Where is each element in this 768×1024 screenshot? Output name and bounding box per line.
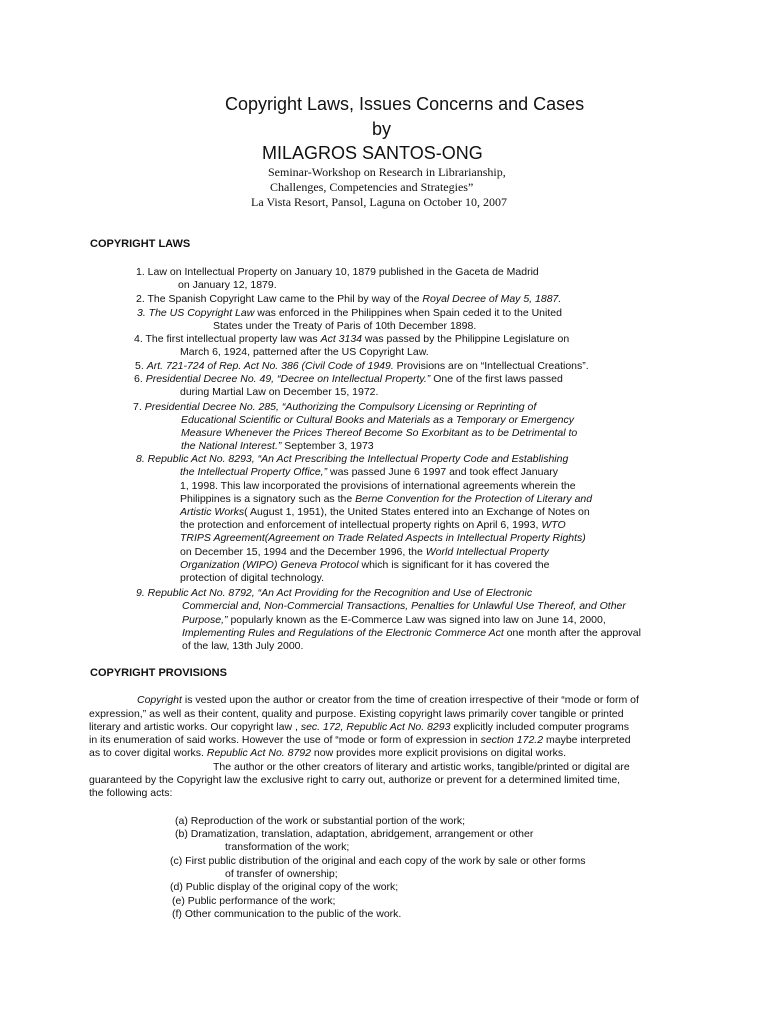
act-item-b-cont: transformation of the work; bbox=[225, 841, 350, 853]
law-item-8-cont-6: TRIPS Agreement(Agreement on Trade Related Aspects in Intellectual Property Rights) bbox=[180, 532, 586, 544]
seminar-line-2: Challenges, Competencies and Strategies” bbox=[270, 180, 474, 194]
law-item-8-cont-4: Artistic Works( August 1, 1951), the United States entered into an Exchange of Notes on bbox=[180, 506, 590, 518]
act-item-a: (a) Reproduction of the work or substantial portion of the work; bbox=[175, 815, 466, 827]
law-item-8: 8. Republic Act No. 8293, “An Act Prescribing the Intellectual Property Code and Establishing bbox=[136, 453, 569, 465]
provisions-para-2-line-2: guaranteed by the Copyright law the exclusive right to carry out, authorize or prevent for a determined limited time, bbox=[89, 774, 621, 786]
seminar-line: Seminar-Workshop on Research in Librarianship, bbox=[268, 165, 506, 179]
law-item-8-cont-8: Organization (WIPO) Geneva Protocol which is significant for it has covered the bbox=[180, 559, 550, 571]
provisions-para-1-line-3: literary and artistic works. Our copyright law , sec. 172, Republic Act No. 8293 explicitly included computer programs bbox=[89, 721, 630, 733]
provisions-para-1-line-4: in its enumeration of said works. However the use of “mode or form of expression in section 172.2 maybe interpreted bbox=[89, 734, 631, 746]
section-heading-provisions: COPYRIGHT PROVISIONS bbox=[90, 667, 227, 679]
law-item-2: 2. The Spanish Copyright Law came to the Phil by way of the Royal Decree of May 5, 1887. bbox=[136, 293, 562, 305]
law-item-7-cont-2: Measure Whenever the Prices Thereof Become So Exorbitant as to be Detrimental to bbox=[181, 427, 578, 439]
provisions-para-2-line-1: The author or the other creators of literary and artistic works, tangible/printed or digital are bbox=[213, 761, 630, 773]
provisions-para-1-line-5: as to cover digital works. Republic Act No. 8792 now provides more explicit provisions on digital works. bbox=[89, 747, 567, 759]
law-item-8-cont-3: Philippines is a signatory such as the Berne Convention for the Protection of Literary and bbox=[180, 493, 593, 505]
law-item-8-cont-7: on December 15, 1994 and the December 1996, the World Intellectual Property bbox=[180, 546, 549, 558]
law-item-6-cont: during Martial Law on December 15, 1972. bbox=[180, 386, 379, 398]
law-item-8-cont-5: the protection and enforcement of intellectual property rights on April 6, 1993, WTO bbox=[180, 519, 566, 531]
act-item-e: (e) Public performance of the work; bbox=[172, 895, 336, 907]
author-name: MILAGROS SANTOS-ONG bbox=[262, 143, 483, 163]
law-item-8-cont-9: protection of digital technology. bbox=[180, 572, 324, 584]
law-item-3: 3. The US Copyright Law was enforced in the Philippines when Spain ceded it to the United bbox=[137, 307, 562, 319]
law-item-4-cont: March 6, 1924, patterned after the US Copyright Law. bbox=[180, 346, 429, 358]
provisions-para-2-line-3: the following acts: bbox=[89, 787, 173, 799]
law-item-9-cont-4: of the law, 13th July 2000. bbox=[182, 640, 304, 652]
law-item-9-cont-2: Purpose,” popularly known as the E-Commerce Law was signed into law on June 14, 2000, bbox=[182, 614, 606, 626]
law-item-4: 4. The first intellectual property law was Act 3134 was passed by the Philippine Legislature on bbox=[134, 333, 570, 345]
law-item-1: 1. Law on Intellectual Property on January 10, 1879 published in the Gaceta de Madrid bbox=[136, 266, 539, 278]
law-item-1-cont: on January 12, 1879. bbox=[178, 279, 277, 291]
act-item-c: (c) First public distribution of the original and each copy of the work by sale or other forms bbox=[170, 855, 586, 867]
venue-line: La Vista Resort, Pansol, Laguna on October 10, 2007 bbox=[251, 195, 508, 209]
law-item-9: 9. Republic Act No. 8792, “An Act Providing for the Recognition and Use of Electronic bbox=[136, 587, 533, 599]
document-title: Copyright Laws, Issues Concerns and Cases bbox=[225, 94, 585, 114]
act-item-b: (b) Dramatization, translation, adaptation, abridgement, arrangement or other bbox=[175, 828, 534, 840]
law-item-8-cont-2: 1, 1998. This law incorporated the provisions of international agreements wherein the bbox=[180, 480, 576, 492]
act-item-f: (f) Other communication to the public of the work. bbox=[172, 908, 402, 920]
law-item-7-cont-3: the National Interest.” September 3, 1973 bbox=[181, 440, 374, 452]
law-item-6: 6. Presidential Decree No. 49, “Decree on Intellectual Property.” One of the first laws passed bbox=[134, 373, 563, 385]
law-item-9-cont-1: Commercial and, Non-Commercial Transactions, Penalties for Unlawful Use Thereof, and Other bbox=[182, 600, 626, 612]
provisions-para-1-line-2: expression,” as well as their content, quality and purpose. Existing copyright laws primarily cover tangible or printed bbox=[89, 708, 624, 720]
law-item-3-cont: States under the Treaty of Paris of 10th December 1898. bbox=[213, 320, 477, 332]
title-by: by bbox=[372, 119, 392, 139]
section-heading-laws: COPYRIGHT LAWS bbox=[90, 238, 191, 250]
act-item-c-cont: of transfer of ownership; bbox=[225, 868, 338, 880]
law-item-7-cont-1: Educational Scientific or Cultural Books and Materials as a Temporary or Emergency bbox=[181, 414, 574, 426]
law-item-5: 5. Art. 721-724 of Rep. Act No. 386 (Civil Code of 1949. Provisions are on “Intellectual Creations”. bbox=[135, 360, 589, 372]
law-item-9-cont-3: Implementing Rules and Regulations of the Electronic Commerce Act one month after the approval bbox=[182, 627, 641, 639]
act-item-d: (d) Public display of the original copy of the work; bbox=[170, 881, 399, 893]
law-item-8-cont-1: the Intellectual Property Office,” was passed June 6 1997 and took effect January bbox=[180, 466, 559, 478]
law-item-7: 7. Presidential Decree No. 285, “Authorizing the Compulsory Licensing or Reprinting of bbox=[133, 401, 537, 413]
provisions-para-1-line-1: Copyright is vested upon the author or creator from the time of creation irrespective of their “mode or form of bbox=[137, 694, 639, 706]
